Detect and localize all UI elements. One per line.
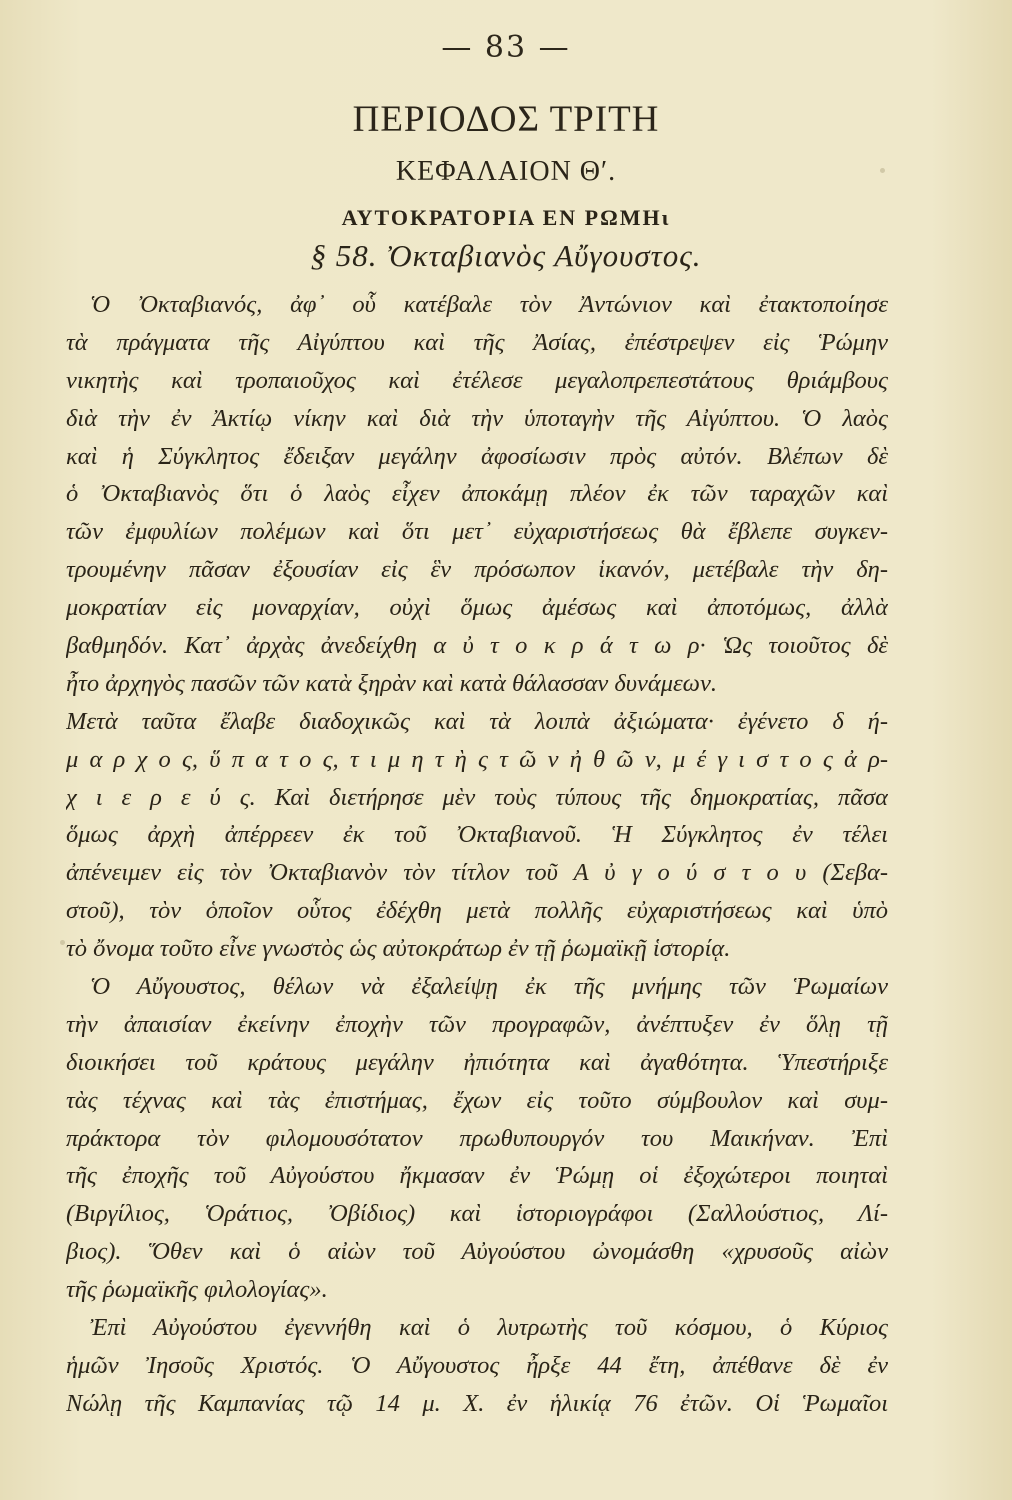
text-line: (Βιργίλιος, Ὁράτιος, Ὀβίδιος) καὶ ἱστοριογράφοι (Σαλλούστιος, Λί-: [66, 1200, 888, 1228]
text-line: Ἐπὶ Αὐγούστου ἐγεννήθη καὶ ὁ λυτρωτὴς τοῦ κόσμου, ὁ Κύριος: [90, 1314, 888, 1342]
text-line: τρουμένην πᾶσαν ἐξουσίαν εἰς ἓν πρόσωπον ἱκανόν, μετέβαλε τὴν δη-: [66, 556, 888, 584]
paper-spot: [60, 940, 65, 945]
text-line: τὰ πράγματα τῆς Αἰγύπτου καὶ τῆς Ἀσίας, ἐπέστρεψεν εἰς Ῥώμην: [66, 328, 888, 356]
text-line: τῶν ἐμφυλίων πολέμων καὶ ὅτι μετ᾽ εὐχαριστήσεως θὰ ἔβλεπε συγκεν-: [66, 518, 888, 546]
paper-spot: [880, 168, 885, 173]
text-line: διὰ τὴν ἐν Ἀκτίῳ νίκην καὶ διὰ τὴν ὑποταγὴν τῆς Αἰγύπτου. Ὁ λαὸς: [66, 404, 888, 432]
text-line: καὶ ἡ Σύγκλητος ἔδειξαν μεγάλην ἀφοσίωσιν πρὸς αὐτόν. Βλέπων δὲ: [66, 442, 888, 470]
page-number: — 83 —: [441, 30, 571, 65]
text-line: Ὁ Ὀκταβιανός, ἀφ᾽ οὗ κατέβαλε τὸν Ἀντώνιον καὶ ἐτακτοποίησε: [90, 291, 888, 318]
text-line: τὰς τέχνας καὶ τὰς ἐπιστήμας, ἔχων εἰς τοῦτο σύμβουλον καὶ συμ-: [66, 1086, 888, 1114]
text-line: ὅμως ἀρχὴ ἀπέρρεεν ἐκ τοῦ Ὀκταβιανοῦ. Ἡ Σύγκλητος ἐν τέλει: [66, 821, 888, 849]
text-line: χ ι ε ρ ε ύ ς. Καὶ διετήρησε μὲν τοὺς τύπους τῆς δημοκρατίας, πᾶσα: [66, 783, 888, 811]
text-line: Μετὰ ταῦτα ἔλαβε διαδοχικῶς καὶ τὰ λοιπὰ ἀξιώματα· ἐγένετο δ ή-: [66, 707, 888, 735]
text-line: πράκτορα τὸν φιλομουσότατον πρωθυπουργόν του Μαικήναν. Ἐπὶ: [66, 1124, 888, 1152]
text-line: ἀπένειμεν εἰς τὸν Ὀκταβιανὸν τὸν τίτλον τοῦ Α ὐ γ ο ύ σ τ ο υ (Σεβα-: [66, 859, 888, 887]
text-line: Ὁ Αὔγουστος, θέλων νὰ ἐξαλείψῃ ἐκ τῆς μνήμης τῶν Ῥωμαίων: [90, 973, 888, 1001]
body-text: [66, 286, 888, 1423]
text-line: ἦτο ἀρχηγὸς πασῶν τῶν κατὰ ξηρὰν καὶ κατὰ θάλασσαν δυνάμεων.: [66, 669, 717, 697]
text-line: μοκρατίαν εἰς μοναρχίαν, οὐχὶ ὅμως ἀμέσως καὶ ἀποτόμως, ἀλλὰ: [66, 594, 888, 622]
text-line: στοῦ), τὸν ὁποῖον οὗτος ἐδέχθη μετὰ πολλῆς εὐχαριστήσεως καὶ ὑπὸ: [66, 897, 888, 925]
text-line: ὁ Ὀκταβιανὸς ὅτι ὁ λαὸς εἶχεν ἀποκάμῃ πλέον ἐκ τῶν ταραχῶν καὶ: [66, 480, 888, 508]
chapter-title: ΚΕΦΑΛΑΙΟΝ Θ′.: [395, 156, 617, 187]
text-line: βιος). Ὅθεν καὶ ὁ αἰὼν τοῦ Αὐγούστου ὠνομάσθη «χρυσοῦς αἰὼν: [66, 1238, 888, 1266]
section-heading: § 58. Ὀκταβιανὸς Αὔγουστος.: [310, 238, 702, 273]
period-title: ΠΕΡΙΟΔΟΣ ΤΡΙΤΗ: [352, 99, 660, 140]
subject-title: ΑΥΤΟΚΡΑΤΟΡΙΑ ΕΝ ΡΩΜΗι: [341, 205, 671, 230]
text-line: νικητὴς καὶ τροπαιοῦχος καὶ ἐτέλεσε μεγαλοπρεπεστάτους θριάμβους: [66, 366, 888, 394]
text-line: τῆς ἐποχῆς τοῦ Αὐγούστου ἤκμασαν ἐν Ῥώμῃ οἱ ἐξοχώτεροι ποιηταὶ: [66, 1162, 888, 1190]
text-line: τὸ ὄνομα τοῦτο εἶνε γνωστὸς ὡς αὐτοκράτωρ ἐν τῇ ῥωμαϊκῇ ἱστορίᾳ.: [66, 935, 731, 963]
text-line: μ α ρ χ ο ς, ὕ π α τ ο ς, τ ι μ η τ ὴ ς τ ῶ ν ἠ θ ῶ ν, μ έ γ ι σ τ ο ς ἀ ρ-: [66, 745, 888, 773]
text-line: ἡμῶν Ἰησοῦς Χριστός. Ὁ Αὔγουστος ἦρξε 44 ἔτη, ἀπέθανε δὲ ἐν: [66, 1351, 888, 1379]
text-line: διοικήσει τοῦ κράτους μεγάλην ἠπιότητα καὶ ἀγαθότητα. Ὑπεστήριξε: [66, 1048, 888, 1076]
text-line: τῆς ῥωμαϊκῆς φιλολογίας».: [66, 1276, 328, 1304]
text-line: βαθμηδόν. Κατ᾽ ἀρχὰς ἀνεδείχθη α ὐ τ ο κ ρ ά τ ω ρ· Ὡς τοιοῦτος δὲ: [66, 632, 888, 660]
text-line: Νώλῃ τῆς Καμπανίας τῷ 14 μ. Χ. ἐν ἡλικίᾳ 76 ἐτῶν. Οἱ Ῥωμαῖοι: [66, 1389, 888, 1417]
text-line: τὴν ἀπαισίαν ἐκείνην ἐποχὴν τῶν προγραφῶν, ἀνέπτυξεν ἐν ὅλῃ τῇ: [66, 1010, 888, 1038]
